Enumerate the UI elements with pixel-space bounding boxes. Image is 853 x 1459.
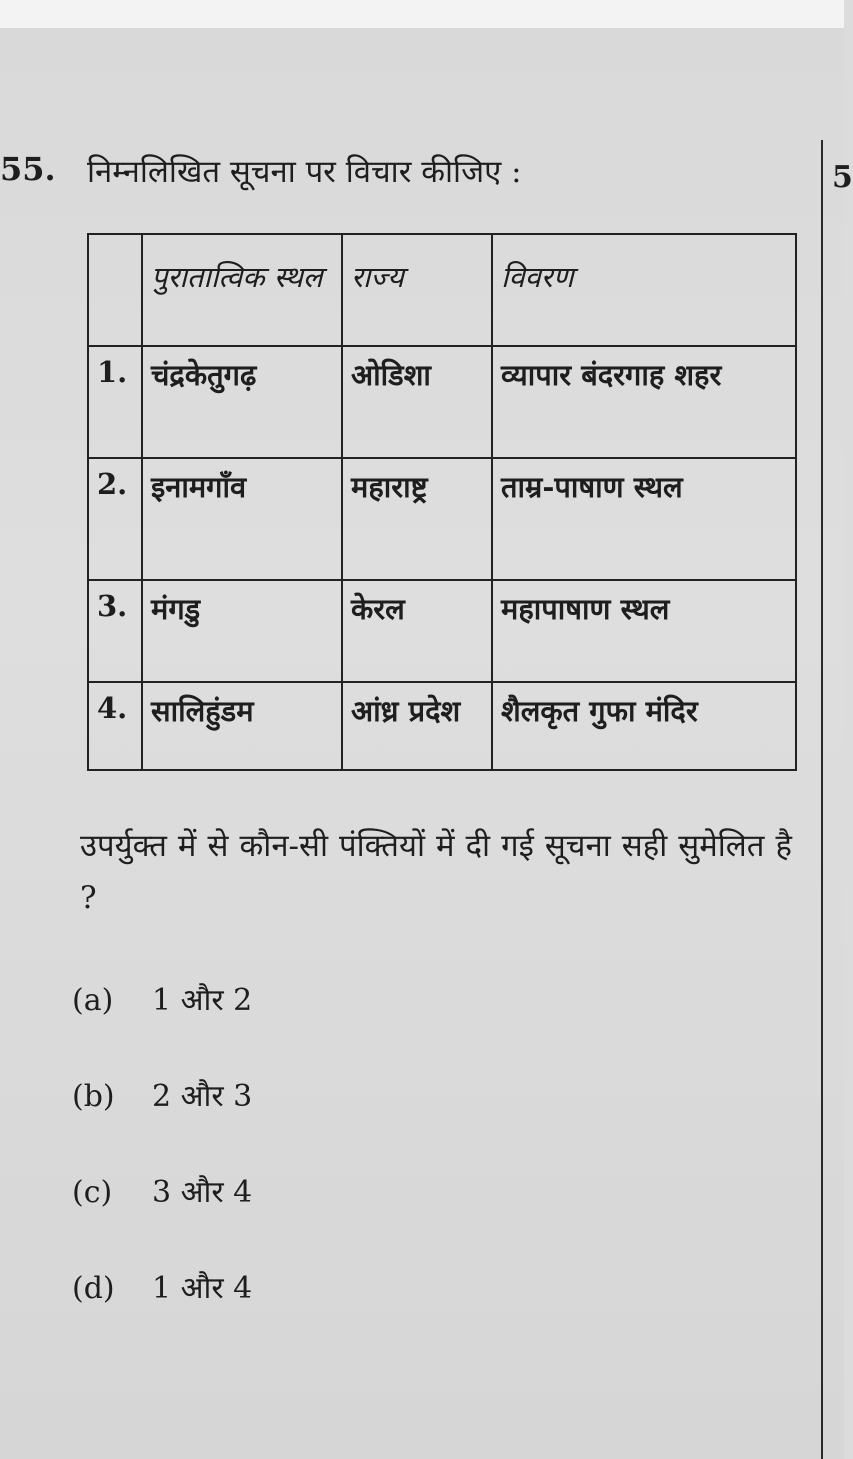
edge-cut-number: 5	[832, 160, 853, 195]
option-label: (c)	[72, 1175, 113, 1210]
cell-description: ताम्र-पाषाण स्थल	[492, 458, 796, 580]
option-text: 2 और 3	[152, 1079, 253, 1114]
cell-state: केरल	[342, 580, 492, 682]
cell-description: व्यापार बंदरगाह शहर	[492, 346, 796, 458]
header-state: राज्य	[342, 234, 492, 346]
option-c[interactable]	[72, 1170, 252, 1211]
option-text: 3 और 4	[152, 1175, 253, 1210]
cell-site: सालिहुंडम	[142, 682, 342, 770]
cell-serial: 3.	[88, 580, 142, 682]
cell-site: मंगडु	[142, 580, 342, 682]
cell-state: ओडिशा	[342, 346, 492, 458]
header-serial	[88, 234, 142, 346]
question-stem: निम्नलिखित सूचना पर विचार कीजिए :	[87, 154, 522, 190]
cell-state: महाराष्ट्र	[342, 458, 492, 580]
follow-up-question: उपर्युक्त में से कौन-सी पंक्तियों में दी गई सूचना सही सुमेलित है ?	[80, 828, 792, 916]
cell-serial: 4.	[88, 682, 142, 770]
option-label: (a)	[72, 983, 114, 1018]
option-text: 1 और 4	[152, 1271, 253, 1306]
table-row	[88, 346, 796, 458]
header-description: विवरण	[492, 234, 796, 346]
option-d[interactable]	[72, 1266, 252, 1307]
cell-site: चंद्रकेतुगढ़	[142, 346, 342, 458]
cell-description: शैलकृत गुफा मंदिर	[492, 682, 796, 770]
option-label: (d)	[72, 1271, 115, 1306]
option-label: (b)	[72, 1079, 115, 1114]
table-row	[88, 458, 796, 580]
cell-state: आंध्र प्रदेश	[342, 682, 492, 770]
question-number: 55.	[0, 150, 56, 188]
option-a[interactable]	[72, 978, 252, 1019]
cell-serial: 1.	[88, 346, 142, 458]
table-row	[88, 580, 796, 682]
top-strip	[0, 0, 844, 28]
table-header-row	[88, 234, 796, 346]
column-divider	[821, 140, 823, 1459]
header-site: पुरातात्विक स्थल	[142, 234, 342, 346]
table-row	[88, 682, 796, 770]
cell-site: इनामगाँव	[142, 458, 342, 580]
cell-serial: 2.	[88, 458, 142, 580]
option-b[interactable]	[72, 1074, 252, 1115]
match-table	[87, 233, 797, 771]
option-text: 1 और 2	[152, 983, 253, 1018]
cell-description: महापाषाण स्थल	[492, 580, 796, 682]
